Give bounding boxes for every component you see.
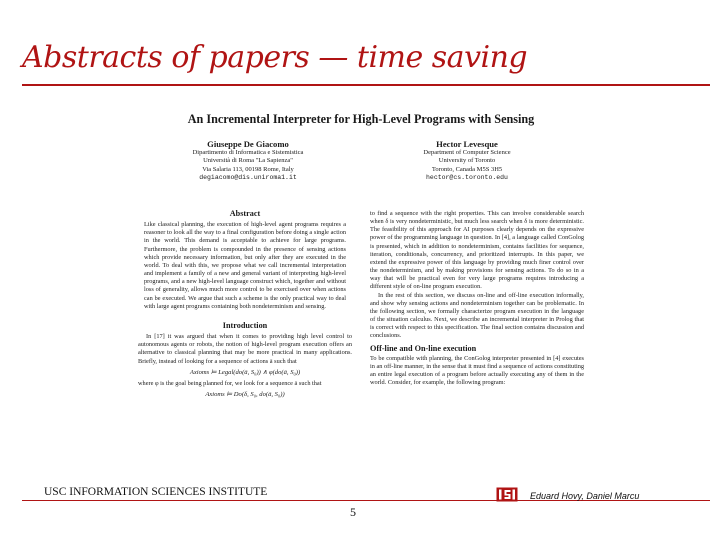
author-address: Toronto, Canada M5S 3H5 [431,165,503,173]
right-column [370,210,584,387]
formula-legal: Axioms ⊨ Legal(do(ā, S₀)) ∧ φ(do(ā, S₀)) [189,368,301,376]
section-heading: Off-line and On-line execution [370,343,477,353]
intro-paragraph: In [17] it was argued that when it comes to providing high level control to autonomous agents or robots, the notion of high-level program execution offers an alternative to classical planning that may be more practical in many applications. Briefly, instead of looking for a sequence of actions ā such that [138,333,352,365]
body-paragraph: to find a sequence with the right properties. This can involve considerable search when δ is very nondeterministic, but much less search when δ is more deterministic. The feasibility of this approach for AI purposes clearly depends on the expressive power of the programming language in question. In [4], a language called ConGolog is presented, which in addition to nondeterminism, contains facilities for sequence, iteration, conditionals, concurrency, and prioritized interrupts. In this paper, we extend the expressive power of this language by providing much finer control over the nondeterminism, and by making provisions for sensing actions. To do so in a way that will be practical even for very large programs requires introducing a different style of on-line program execution. [370,210,584,291]
author-affiliation: Department of Computer Science [423,149,511,156]
author-block-2 [372,139,562,183]
body-paragraph: To be compatible with planning, the ConGolog interpreter presented in [4] executes in an off-line manner, in the sense that it must find a sequence of actions constituting an entire legal execution of a program before actually executing any of them in the world. Consider, for example, the following program: [370,354,584,387]
body-paragraph: In the rest of this section, we discuss on-line and off-line execution informally, and show why sensing actions and nondeterminism together can be problematic. In the following section, we formally characterize program execution in the language of the situation calculus. Next, we describe an incremental interpreter in Prolog that is correct with respect to this specification. The final section contains discussion and conclusions. [370,291,584,340]
author-email: degiacomo@dis.uniroma1.it [199,174,297,182]
author-affiliation: Università di Roma "La Sapienza" [203,157,293,165]
author-name: Hector Levesque [436,139,498,149]
title-divider [22,84,710,86]
intro-paragraph: where φ is the goal being planned for, we look for a sequence ā such that [138,379,322,387]
paper-page-image [138,112,584,494]
author-email: hector@cs.toronto.edu [426,174,508,182]
page-number: 5 [350,505,356,519]
intro-heading: Introduction [222,320,268,330]
paper-title: An Incremental Interpreter for High-Level Programs with Sensing [187,112,535,126]
slide-title: Abstracts of papers — time saving [22,40,528,75]
author-block-1 [158,139,338,183]
abstract-heading: Abstract [229,209,261,218]
isi-logo-icon [496,487,518,502]
author-name: Giuseppe De Giacomo [207,139,289,149]
footer-organization: USC INFORMATION SCIENCES INSTITUTE [44,486,268,498]
author-affiliation: Dipartimento di Informatica e Sistemistica [192,149,304,156]
footer-authors: Eduard Hovy, Daniel Marcu [530,491,640,501]
author-address: Via Salaria 113, 00198 Rome, Italy [202,165,294,173]
formula-do: Axioms ⊨ Do(δ, S₀, do(ā, S₀)) [205,390,285,398]
left-column [138,210,352,402]
abstract-text: Like classical planning, the execution of high-level agent programs requires a reasoner to look all the way to a final configuration before doing a single action in the world. This demand is acceptable to achieve for large programs. Furthermore, the problem is compounded in the presence of sensing actions which provide necessary information, but only after they are executed in the world. To deal with this, we propose what we call incremental interpretation and implement a family of a new and general variant of interpreting high-level programs, and a new high-level language construct which, together and without loss of generality, allows much more control to be exercised over when actions can be executed. We argue that such a scheme is the only practical way to deal with large agent programs containing both nondeterminism and sensing. [144,221,346,310]
author-affiliation: University of Toronto [438,157,496,165]
